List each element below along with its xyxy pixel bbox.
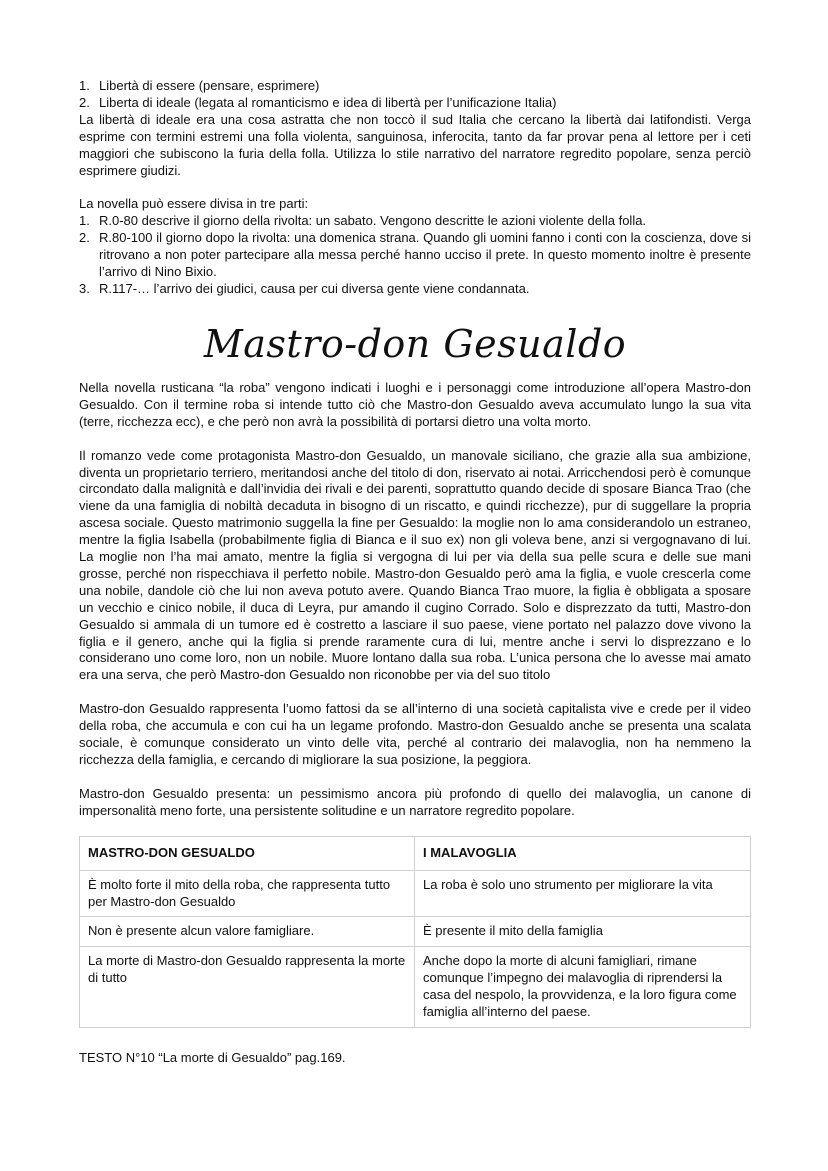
paragraph-plot: Il romanzo vede come protagonista Mastro-don Gesualdo, un manovale siciliano, che grazie alla sua ambizione, diventa un proprietario terriero, meritandosi anche del titolo di don, riservato ai notai. Arricchendosi però è comunque circondato dalla malignità e dall’invidia dei rivali e dei parenti, soprattutto quando decide di sposare Bianca Trao (che viene da una famiglia di nobiltà decaduta in bisogno di un riscatto, e quindi ricchezze), pur di suggellare la propria ascesa sociale. Questo matrimonio suggella la fine per Gesualdo: la moglie non lo ama considerandolo un estraneo, mentre la figlia Isabella (probabilmente figlia di Bianca e il suo ex) non gli voleva bene, anzi si vergognavano di lui. La moglie non l’ha mai amato, mentre la figlia si vergogna di lui per via della sua pelle scura e delle sue mani grosse, perché non rispecchiava il perfetto nobile. Mastro-don Gesualdo però ama la figlia, e vuole crescerla come una nobile, dandole ciò che lui non aveva potuto avere. Quando Bianca Trao muore, la figlia è obbligata a sposare un vecchio e cinico nobile, il duca di Leyra, pur amando il cugino Corrado. Solo e disprezzato da tutti, Mastro-don Gesualdo si ammala di un tumore ed è costretto a lasciare il suo paese, viene portato nel palazzo dove vivono la figlia e il genero, anche qui la figlia si prende raramente cura di lui, mentre anche i servi lo disprezzano e lo considerano uno come loro, non un nobile. Muore lontano dalla sua roba. L’unica persona che lo avesse mai amato era una serva, che però Mastro-don Gesualdo non riconobbe per via del suo titolo — [79, 447, 751, 683]
list-text: R.80-100 il giorno dopo la rivolta: una domenica strana. Quando gli uomini fanno i conti con la coscienza, dove si ritrovano a non poter partecipare alla messa perché hanno ucciso il prete. In questo momento inoltre è presente l’arrivo di Nino Bixio. — [99, 230, 751, 280]
intro-paragraph: La libertà di ideale era una cosa astratta che non toccò il sud Italia che cercano la libertà dai latifondisti. Verga esprime con termini estremi una folla violenta, sanguinosa, inferocita, tanto da far provar pena al lettore per i ceti maggiori che subiscono la furia della folla. Utilizza lo stile narrativo del narratore regredito popolare, senza perciò esprimere giudizi. — [79, 111, 751, 178]
paragraph-features: Mastro-don Gesualdo presenta: un pessimismo ancora più profondo di quello dei malavoglia, un canone di impersonalità meno forte, una persistente solitudine e un narratore regredito popolare. — [79, 785, 751, 818]
table-header-cell: MASTRO-DON GESUALDO — [80, 836, 415, 870]
intro-list — [79, 78, 751, 112]
list-number: 2. — [79, 230, 90, 246]
table-cell: È molto forte il mito della roba, che rappresenta tutto per Mastro-don Gesualdo — [80, 870, 415, 917]
table-row — [80, 947, 751, 1028]
list-number: 2. — [79, 94, 90, 110]
list-number: 1. — [79, 213, 90, 229]
table-cell: È presente il mito della famiglia — [415, 917, 751, 947]
paragraph-roba: Nella novella rusticana “la roba” vengono indicati i luoghi e i personaggi come introduzione all’opera Mastro-don Gesualdo. Con il termine roba si intende tutto ciò che Mastro-don Gesualdo aveva accumulato lungo la sua vita (terre, ricchezza ecc), e che però non avrà la possibilità di portarsi dietro una volta morto. — [79, 379, 751, 429]
table-cell: La roba è solo uno strumento per migliorare la vita — [415, 870, 751, 917]
table-header-cell: I MALAVOGLIA — [415, 836, 751, 870]
table-row — [80, 870, 751, 917]
list-text: Liberta di ideale (legata al romanticismo e idea di libertà per l’unificazione Italia) — [99, 94, 557, 110]
table-cell: Non è presente alcun valore famigliare. — [80, 917, 415, 947]
list-item — [79, 281, 751, 298]
list-item — [79, 213, 751, 230]
list-item — [79, 78, 751, 95]
table-cell: La morte di Mastro-don Gesualdo rappresenta la morte di tutto — [80, 947, 415, 1028]
table-cell: Anche dopo la morte di alcuni famigliari, rimane comunque l’impegno dei malavoglia di riprendersi la casa del nespolo, la provvidenza, e la loro figura come famiglia all’interno del paese. — [415, 947, 751, 1028]
document-page — [79, 78, 751, 1067]
list-text: Libertà di essere (pensare, esprimere) — [99, 78, 320, 93]
list-number: 1. — [79, 78, 90, 93]
parts-intro: La novella può essere divisa in tre parti: — [79, 196, 309, 212]
table-row — [80, 917, 751, 947]
parts-list — [79, 213, 751, 298]
list-item — [79, 95, 751, 112]
list-item — [79, 230, 751, 281]
section-heading: Mastro-don Gesualdo — [203, 321, 627, 366]
paragraph-analysis: Mastro-don Gesualdo rappresenta l’uomo fattosi da se all’interno di una società capitalista vive e crede per il video della roba, che accumula e con cui ha un legame profondo. Mastro-don Gesualdo anche se presenta una scalata sociale, è comunque considerato un vinto delle vita, perché al contrario dei malavoglia, non ha nemmeno la ricchezza della famiglia, e cercando di migliorare la sua posizione, la peggiora. — [79, 701, 751, 767]
list-number: 3. — [79, 280, 90, 296]
list-text: R.0-80 descrive il giorno della rivolta: un sabato. Vengono descritte le azioni violente della folla. — [99, 213, 647, 229]
list-text: R.117-… l’arrivo dei giudici, causa per cui diversa gente viene condannata. — [99, 280, 530, 296]
comparison-table — [79, 836, 751, 1028]
table-header-row — [80, 836, 751, 870]
footer-reference: TESTO N°10 “La morte di Gesualdo” pag.169. — [79, 1049, 346, 1065]
